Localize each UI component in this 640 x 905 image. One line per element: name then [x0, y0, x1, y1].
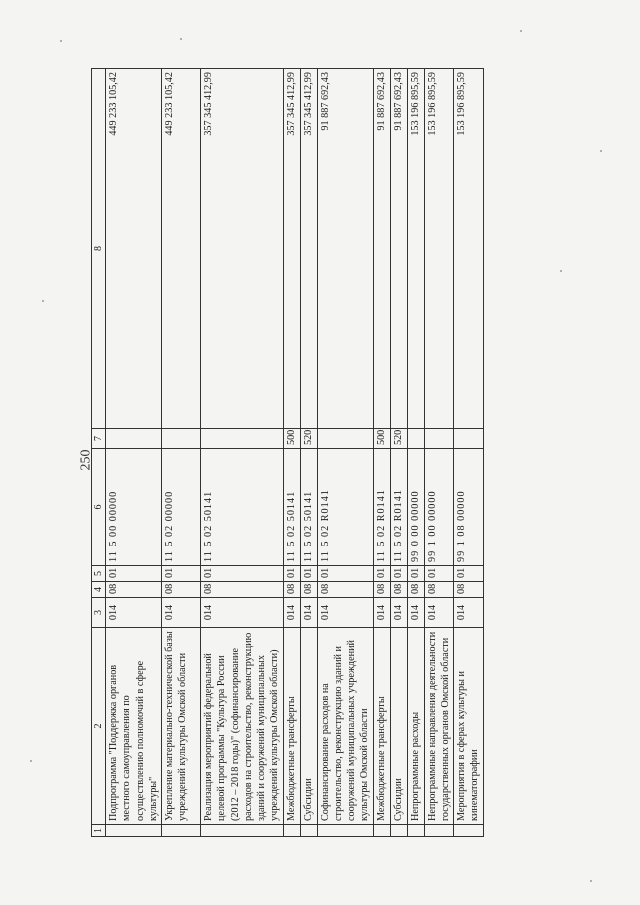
- row-cs: 11 5 02 R0141: [317, 449, 373, 566]
- scan-speck: [600, 150, 602, 152]
- row-vr: 520: [300, 429, 317, 449]
- row-vr: [162, 429, 201, 449]
- row-pr: 01: [454, 566, 484, 582]
- row-vr: [201, 429, 284, 449]
- row-name: Непрограммные расходы: [407, 628, 424, 825]
- row-name: Софинансирование расходов на строительство, реконструкцию зданий и сооружений муниципальных учреждений культуры Омской области: [317, 628, 373, 825]
- row-amount: 357 345 412,99: [201, 69, 284, 429]
- row-rz: 08: [201, 582, 284, 598]
- row-grbs: 014: [201, 598, 284, 628]
- row-rz: 08: [424, 582, 454, 598]
- table-row: [201, 69, 284, 837]
- scan-speck: [590, 880, 592, 882]
- row-grbs: 014: [407, 598, 424, 628]
- row-rz: 08: [300, 582, 317, 598]
- row-grbs: 014: [162, 598, 201, 628]
- row-pr: 01: [317, 566, 373, 582]
- row-amount: 153 196 895,59: [424, 69, 454, 429]
- scan-speck: [30, 760, 32, 762]
- row-cs: 99 1 00 00000: [424, 449, 454, 566]
- row-rz: 08: [373, 582, 390, 598]
- table-row: [424, 69, 454, 837]
- row-vr: 500: [373, 429, 390, 449]
- table-row: [390, 69, 407, 837]
- scan-speck: [42, 300, 44, 302]
- row-name: Субсидии: [300, 628, 317, 825]
- row-name: Межбюджетные трансферты: [373, 628, 390, 825]
- row-amount: 91 887 692,43: [373, 69, 390, 429]
- row-pr: 01: [300, 566, 317, 582]
- row-grbs: 014: [424, 598, 454, 628]
- row-vr: [106, 429, 162, 449]
- row-vr: 500: [283, 429, 300, 449]
- row-pr: 01: [162, 566, 201, 582]
- row-amount: 357 345 412,99: [300, 69, 317, 429]
- table-row: [300, 69, 317, 837]
- row-pr: 01: [373, 566, 390, 582]
- table-row: [407, 69, 424, 837]
- col-header-2: 2: [92, 628, 106, 825]
- row-amount: 449 233 105,42: [106, 69, 162, 429]
- row-cs: 11 5 02 50141: [300, 449, 317, 566]
- table-row: [162, 69, 201, 837]
- row-cs: 11 5 00 00000: [106, 449, 162, 566]
- page-number: 250: [78, 449, 94, 471]
- row-vr: [317, 429, 373, 449]
- row-name: Реализация мероприятий федеральной целевой программы "Культура России (2012 – 2018 годы)" (софинансирование расходов на строительство, реконструкцию зданий и сооружений муниципальных учреждений культуры Омской области): [201, 628, 284, 825]
- row-grbs: 014: [454, 598, 484, 628]
- budget-table: [91, 68, 484, 837]
- row-grbs: 014: [373, 598, 390, 628]
- col-header-3: 3: [92, 598, 106, 628]
- row-rz: 08: [162, 582, 201, 598]
- row-vr: [407, 429, 424, 449]
- row-cs: 11 5 02 50141: [283, 449, 300, 566]
- row-amount: 91 887 692,43: [317, 69, 373, 429]
- row-pr: 01: [201, 566, 284, 582]
- row-rz: 08: [407, 582, 424, 598]
- scan-speck: [180, 38, 182, 40]
- table-row: [373, 69, 390, 837]
- row-name: Непрограммные направления деятельности государственных органов Омской области: [424, 628, 454, 825]
- col-header-5: 5: [92, 566, 106, 582]
- row-grbs: 014: [300, 598, 317, 628]
- row-amount: 357 345 412,99: [283, 69, 300, 429]
- row-rz: 08: [317, 582, 373, 598]
- row-name: Укрепление материально-технической базы учреждений культуры Омской области: [162, 628, 201, 825]
- scan-speck: [520, 30, 522, 32]
- row-cs: 99 0 00 00000: [407, 449, 424, 566]
- row-cs: 11 5 02 R0141: [373, 449, 390, 566]
- row-rz: 08: [106, 582, 162, 598]
- table-row: [106, 69, 162, 837]
- row-cs: 11 5 02 R0141: [390, 449, 407, 566]
- column-numbers-row: [92, 69, 106, 837]
- col-header-7: 7: [92, 429, 106, 449]
- row-cs: 99 1 08 00000: [454, 449, 484, 566]
- row-name: Мероприятия в сферах культуры и кинематографии: [454, 628, 484, 825]
- scan-speck: [560, 270, 562, 272]
- col-header-1: 1: [92, 825, 106, 837]
- row-amount: 449 233 105,42: [162, 69, 201, 429]
- row-name: Подпрограмма "Поддержка органов местного самоуправления по осуществлению полномочий в сфере культуры": [106, 628, 162, 825]
- row-pr: 01: [283, 566, 300, 582]
- row-pr: 01: [424, 566, 454, 582]
- table-row: [283, 69, 300, 837]
- row-amount: 91 887 692,43: [390, 69, 407, 429]
- row-name: Межбюджетные трансферты: [283, 628, 300, 825]
- row-cs: 11 5 02 00000: [162, 449, 201, 566]
- row-grbs: 014: [283, 598, 300, 628]
- row-name: Субсидии: [390, 628, 407, 825]
- row-rz: 08: [283, 582, 300, 598]
- row-amount: 153 196 895,59: [454, 69, 484, 429]
- col-header-6: 6: [92, 449, 106, 566]
- row-rz: 08: [390, 582, 407, 598]
- rotated-table-container: [91, 69, 519, 837]
- table-row: [454, 69, 484, 837]
- row-pr: 01: [390, 566, 407, 582]
- row-grbs: 014: [317, 598, 373, 628]
- row-pr: 01: [407, 566, 424, 582]
- row-rz: 08: [454, 582, 484, 598]
- scan-speck: [60, 40, 62, 42]
- row-vr: 520: [390, 429, 407, 449]
- row-grbs: 014: [390, 598, 407, 628]
- row-vr: [454, 429, 484, 449]
- row-amount: 153 196 895,59: [407, 69, 424, 429]
- col-header-8: 8: [92, 69, 106, 429]
- table-row: [317, 69, 373, 837]
- row-vr: [424, 429, 454, 449]
- col-header-4: 4: [92, 582, 106, 598]
- row-grbs: 014: [106, 598, 162, 628]
- row-cs: 11 5 02 50141: [201, 449, 284, 566]
- row-pr: 01: [106, 566, 162, 582]
